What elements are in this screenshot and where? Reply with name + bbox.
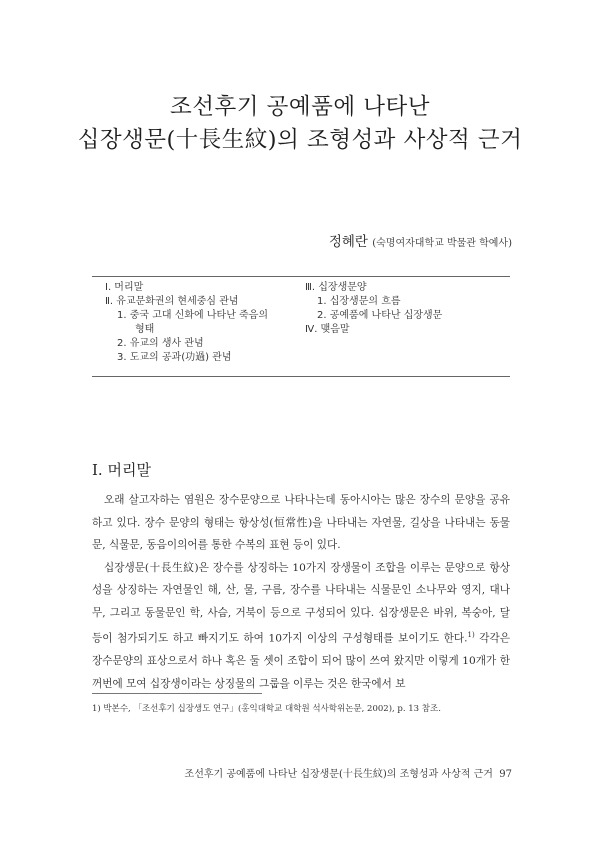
toc-item: 1. 중국 고대 신화에 나타난 죽음의 bbox=[117, 310, 269, 321]
toc-item: 1. 십장생문의 흐름 bbox=[317, 296, 401, 307]
paragraph-2-text: 십장생문(十長生紋)은 장수를 상징하는 10가지 장생물이 조합을 이루는 문양으로 항상성을 상징하는 자연물인 해, 산, 물, 구름, 장수를 나타내는 식물문인 소나무와 영지, 대나무, 그리고 동물문인 학, 사슴, 거북이 등으로 구성되어 있다. 십장생문은 바위, 복숭아, 달 등이 첨가되기도 하고 빠지기도 하여 10가지 이상의 구성형태를 보이기도 한다. bbox=[92, 561, 510, 645]
toc-right-column bbox=[305, 281, 505, 337]
toc-item: Ⅱ. 유교문화권의 현세중심 관념 bbox=[105, 296, 239, 307]
body-text bbox=[92, 489, 510, 695]
toc-item: 2. 공예품에 나타난 십장생문 bbox=[317, 310, 443, 321]
footnote-marker: 1) bbox=[467, 631, 475, 639]
footnote: 1) 박본수, 「조선후기 십장생도 연구」(홍익대학교 대학원 석사학위논문, 2002), p. 13 참조. bbox=[92, 704, 441, 714]
running-footer-title: 조선후기 공예품에 나타난 십장생문(十長生紋)의 조형성과 사상적 근거 bbox=[184, 769, 493, 780]
toc-top-rule bbox=[92, 276, 510, 277]
footnote-rule bbox=[92, 693, 262, 694]
toc-bottom-rule bbox=[92, 376, 510, 377]
running-footer bbox=[185, 765, 512, 780]
toc-item: 3. 도교의 공과(功過) 관념 bbox=[117, 352, 232, 363]
paragraph-1: 오래 살고자하는 염원은 장수문양으로 나타나는데 동아시아는 많은 장수의 문양을 공유하고 있다. 장수 문양의 형태는 항상성(恒常性)을 나타내는 자연물, 길상을 나타내는 동물문, 식물문, 동음이의어를 통한 수복의 표현 등이 있다. bbox=[92, 494, 510, 551]
author-affiliation: (숙명여자대학교 박물관 학예사) bbox=[372, 238, 512, 249]
paragraph-2-continued: 각각은 장수문양의 표상으로서 하나 혹은 둘 셋이 조합이 되어 많이 쓰여 왔지만 이렇게 10개가 한꺼번에 모여 십장생이라는 상징물의 그룹을 이루는 것은 한국에서 보 bbox=[92, 632, 510, 690]
author-line bbox=[329, 230, 512, 250]
section-heading: Ⅰ. 머리말 bbox=[92, 461, 151, 479]
toc-item: Ⅲ. 십장생문양 bbox=[305, 282, 367, 293]
toc-item: Ⅰ. 머리말 bbox=[105, 282, 144, 293]
title-line-2: 십장생문(十長生紋)의 조형성과 사상적 근거 bbox=[77, 127, 523, 153]
toc-item: Ⅳ. 맺음말 bbox=[305, 324, 350, 335]
toc-item: 2. 유교의 생사 관념 bbox=[117, 338, 204, 349]
toc-left-column bbox=[105, 281, 305, 365]
author-name: 정혜란 bbox=[328, 234, 368, 250]
title-line-1: 조선후기 공예품에 나타난 bbox=[170, 94, 430, 120]
paragraph-2 bbox=[92, 557, 510, 696]
page-number: 97 bbox=[499, 769, 512, 780]
toc-item: 형태 bbox=[135, 324, 155, 335]
